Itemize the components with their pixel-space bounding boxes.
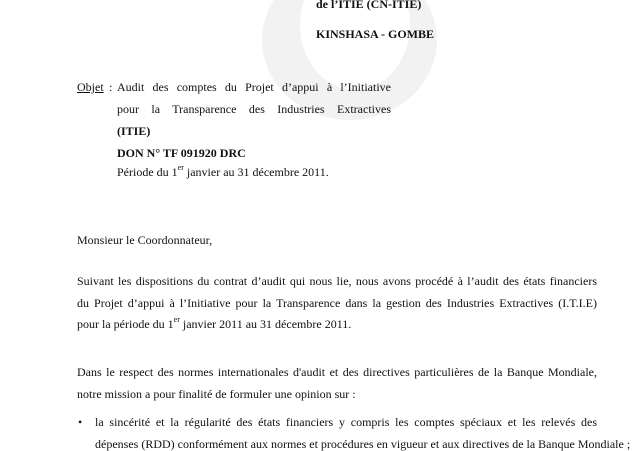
paragraph-1-line-1: Suivant les dispositions du contrat d’audit qui nous lie, nous avons procédé à l’audit des états financiers	[77, 274, 597, 288]
paragraph-1-line-3	[77, 317, 351, 331]
objet-line-1: Audit des comptes du Projet d’appui à l’Initiative	[117, 80, 391, 94]
paragraph-2-line-1: Dans le respect des normes internationales d'audit et des directives particulières de la Banque Mondiale,	[77, 365, 597, 379]
paragraph-1-line-2: du Projet d’appui à l’Initiative pour la Transparence dans la gestion des Industries Extractives (I.T.I.E)	[77, 296, 597, 310]
recipient-city-line: KINSHASA - GOMBE	[316, 27, 435, 41]
objet-period-post: janvier au 31 décembre 2011.	[183, 165, 329, 179]
objet-period	[117, 165, 329, 179]
objet-line-3: (ITIE)	[117, 124, 151, 138]
objet-colon: :	[109, 80, 113, 94]
recipient-org-line: de l’ITIE (CN-ITIE)	[316, 0, 422, 11]
objet-period-sup: er	[177, 163, 184, 172]
objet-line-2: pour la Transparence des Industries Extractives	[117, 102, 391, 116]
objet-label: Objet	[77, 80, 104, 94]
bullet-line-1: la sincérité et la régularité des états financiers y compris les comptes spéciaux et les relevés des	[95, 415, 597, 429]
paragraph-1-line-3-pre: pour la période du 1	[77, 317, 174, 331]
paragraph-1-line-3-sup: er	[173, 315, 180, 324]
bullet-line-2: dépenses (RDD) conformément aux normes et procédures en vigueur et aux directives de la Banque Mondiale ;	[95, 437, 631, 451]
objet-line-4: DON N° TF 091920 DRC	[117, 146, 246, 160]
paragraph-1-line-3-post: janvier 2011 au 31 décembre 2011.	[179, 317, 352, 331]
objet-period-pre: Période du 1	[117, 165, 178, 179]
bullet-symbol: •	[78, 415, 83, 429]
paragraph-2-line-2: notre mission a pour finalité de formuler une opinion sur :	[77, 387, 356, 401]
salutation: Monsieur le Coordonnateur,	[77, 233, 213, 247]
